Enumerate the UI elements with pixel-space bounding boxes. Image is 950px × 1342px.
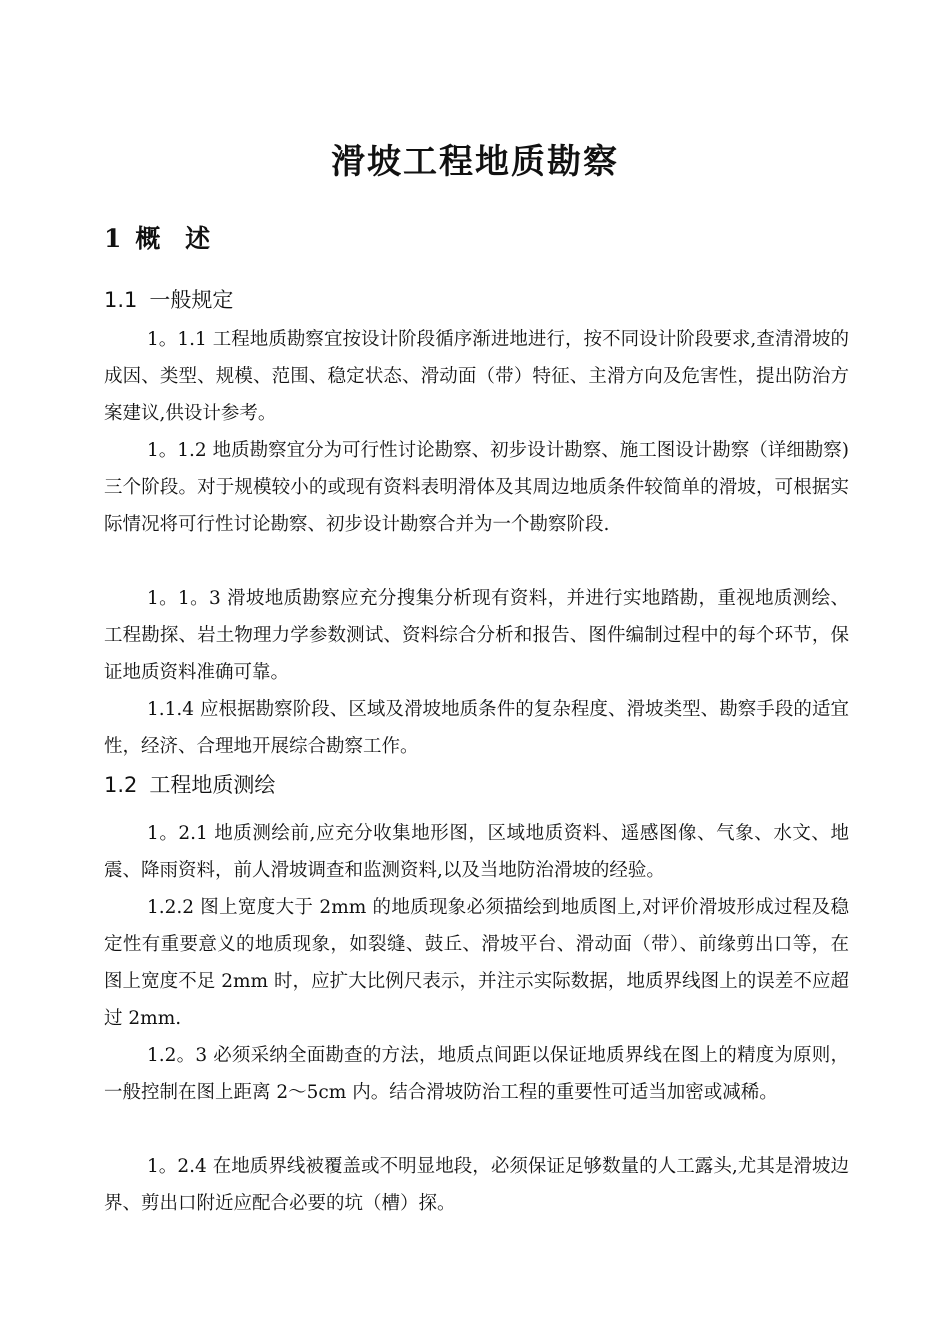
paragraph-1-1-2: 1。1.2 地质勘察宜分为可行性讨论勘察、初步设计勘察、施工图设计勘察（详细勘察)三个阶段。对于规模较小的或现有资料表明滑体及其周边地质条件较简单的滑坡，可根据实际情况将可行性讨论勘察、初步设计勘察合并为一个勘察阶段. [104, 440, 849, 535]
document-title: 滑坡工程地质勘察 [331, 142, 619, 182]
paragraph-1-2-2: 1.2.2 图上宽度大于 2mm 的地质现象必须描绘到地质图上,对评价滑坡形成过程及稳定性有重要意义的地质现象，如裂缝、鼓丘、滑坡平台、滑动面（带）、前缘剪出口等，在图上宽度不足 2mm 时，应扩大比例尺表示，并注示实际数据，地质界线图上的误差不应超过 2mm. [104, 897, 849, 1029]
subsection-heading-1-1 [104, 283, 233, 317]
subsection-number: 1.1 [104, 288, 138, 312]
paragraph-1-2-3: 1.2。3 必须采纳全面勘查的方法，地质点间距以保证地质界线在图上的精度为原则，一般控制在图上距离 2～5cm 内。结合滑坡防治工程的重要性可适当加密或减稀。 [104, 1045, 849, 1103]
section-label: 概 述 [135, 224, 219, 253]
paragraph-1-1-1: 1。1.1 工程地质勘察宜按设计阶段循序渐进地进行，按不同设计阶段要求,查清滑坡的成因、类型、规模、范围、稳定状态、滑动面（带）特征、主滑方向及危害性，提出防治方案建议,供设计参考。 [104, 329, 849, 424]
section-number: 1 [104, 224, 122, 253]
subsection-label: 工程地质测绘 [149, 773, 276, 797]
subsection-number: 1.2 [104, 773, 138, 797]
subsection-heading-1-2 [104, 768, 275, 802]
section-heading-1 [104, 219, 218, 259]
paragraph-1-1-4: 1.1.4 应根据勘察阶段、区域及滑坡地质条件的复杂程度、滑坡类型、勘察手段的适宜性，经济、合理地开展综合勘察工作。 [104, 699, 849, 757]
paragraph-1-2-1: 1。2.1 地质测绘前,应充分收集地形图，区域地质资料、遥感图像、气象、水文、地震、降雨资料，前人滑坡调查和监测资料,以及当地防治滑坡的经验。 [104, 823, 849, 881]
paragraph-1-2-4: 1。2.4 在地质界线被覆盖或不明显地段，必须保证足够数量的人工露头,尤其是滑坡边界、剪出口附近应配合必要的坑（槽）探。 [104, 1156, 849, 1214]
subsection-label: 一般规定 [149, 288, 234, 312]
paragraph-1-1-3: 1。1。3 滑坡地质勘察应充分搜集分析现有资料，并进行实地踏勘，重视地质测绘、工程勘探、岩土物理力学参数测试、资料综合分析和报告、图件编制过程中的每个环节，保证地质资料准确可靠。 [104, 588, 849, 683]
